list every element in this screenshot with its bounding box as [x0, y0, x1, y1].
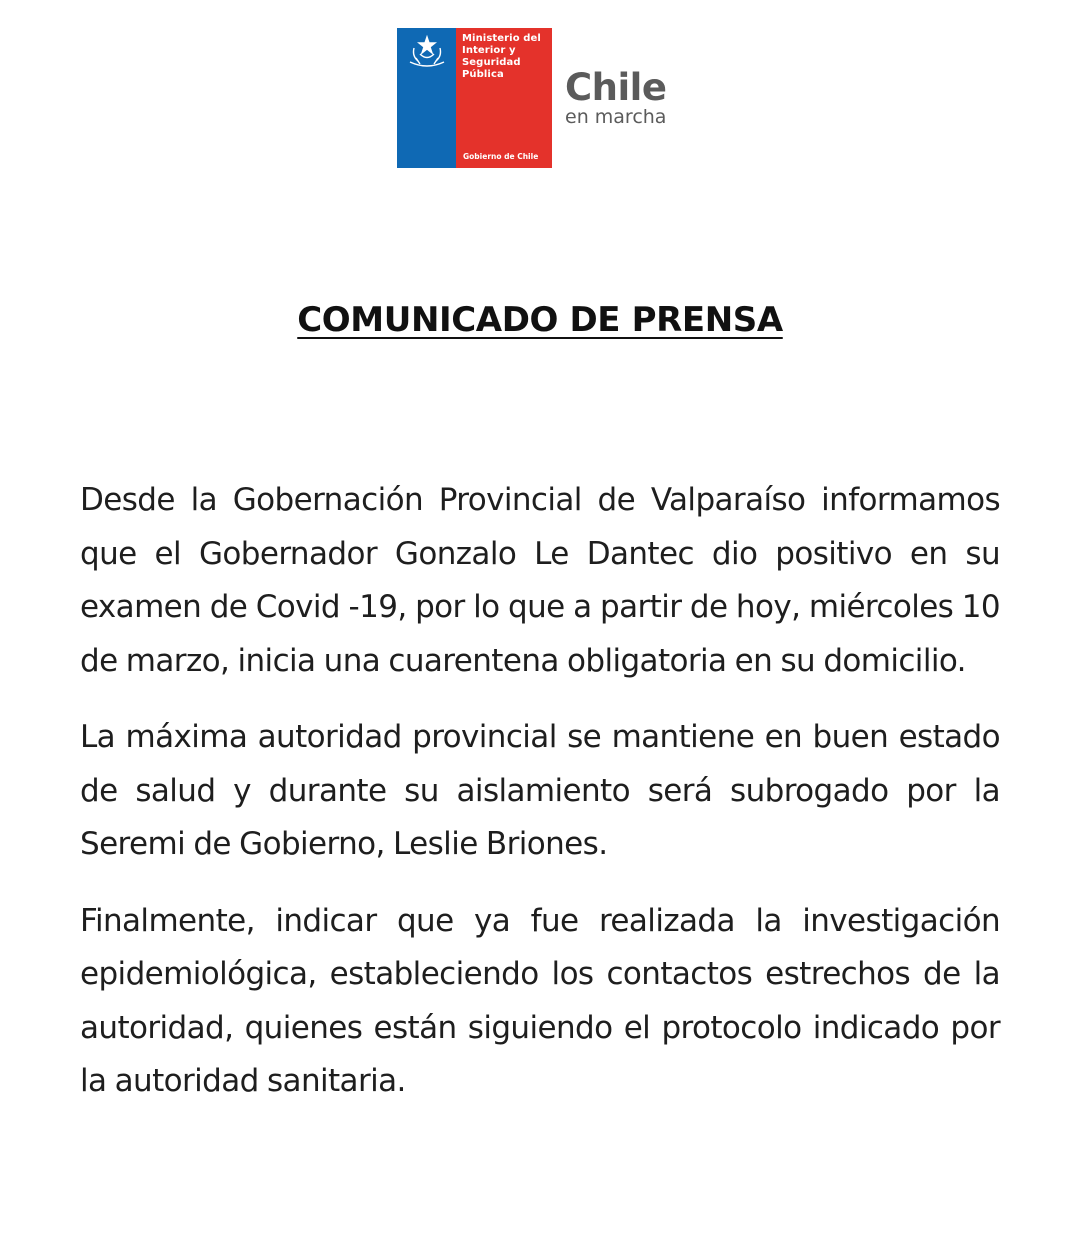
press-release-body [80, 474, 1000, 1132]
government-label: Gobierno de Chile [463, 152, 539, 161]
ministry-name: Ministerio del Interior y Seguridad Pública [462, 33, 541, 80]
coat-of-arms-icon [406, 34, 448, 70]
chile-en-marcha-tagline [565, 68, 666, 126]
logo-red-panel [456, 28, 552, 168]
tagline-sub: en marcha [565, 106, 667, 128]
government-logo [397, 28, 552, 168]
paragraph-2: La máxima autoridad provincial se mantiene en buen estado de salud y durante su aislamiento será subrogado por la Seremi de Gobierno, Leslie Briones. [80, 719, 1000, 862]
logo-blue-panel [397, 28, 456, 168]
paragraph-3: Finalmente, indicar que ya fue realizada la investigación epidemiológica, estableciendo los contactos estrechos de la autoridad, quienes están siguiendo el protocolo indicado por la autoridad sanitaria. [80, 902, 1000, 1099]
paragraph-1: Desde la Gobernación Provincial de Valparaíso informamos que el Gobernador Gonzalo Le Dantec dio positivo en su examen de Covid -19, por lo que a partir de hoy, miércoles 10 de marzo, inicia una cuarentena obligatoria en su domicilio. [80, 482, 1000, 679]
tagline-main: Chile [565, 66, 667, 109]
press-release-heading [0, 300, 1080, 340]
heading-text: COMUNICADO DE PRENSA [297, 300, 783, 340]
